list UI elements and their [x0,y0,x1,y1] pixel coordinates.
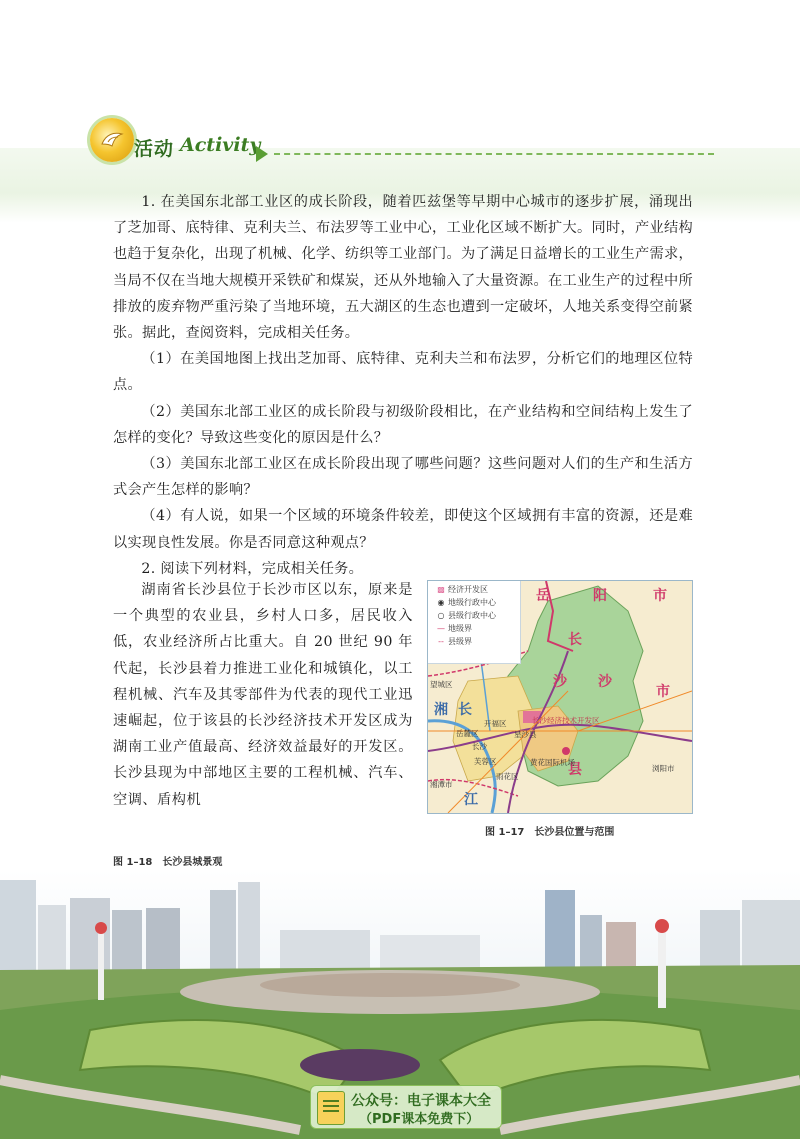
activity-title-zh: 活动 [134,138,175,160]
map-label-sha1: 沙 [553,674,567,690]
legend-row-county-boundary: -- 县级界 [438,637,472,646]
map-label-yuhua: 雨花区 [496,772,519,781]
legend-label: 经济开发区 [448,585,488,594]
legend-label: 县级界 [448,637,472,646]
activity-divider [274,153,714,155]
map-label-chang: 长 [568,632,582,648]
question-4: （4）有人说，如果一个区域的环境条件较差，即使这个区域拥有丰富的资源，还是难以实现良性发展。你是否同意这种观点？ [113,508,693,551]
activity-title-en: Activity [180,134,261,156]
legend-label: 地级行政中心 [448,598,496,607]
legend-label: 县级行政中心 [448,611,496,620]
map-label-xingsha: 星沙县 [514,730,537,739]
paragraph-task-1 [113,189,693,582]
watermark-line-1: 公众号：电子课本大全 [351,1093,491,1109]
paragraph-3: 湖南省长沙县位于长沙市区以东，原来是一个典型的农业县，乡村人口多，居民收入低，农业经济所占比重大。自 20 世纪 90 年代起，长沙县着力推进工业化和城镇化，以工程机械、汽车及其零部件为代表的现代工业迅速崛起，位于该县的长沙经济技术开发区成为湖南工业产值最高、经济效益最好的开发区。长沙县现为中部地区主要的工程机械、汽车、空调、盾构机 [113,582,413,808]
activity-header [90,118,720,166]
question-2: （2）美国东北部工业区的成长阶段与初级阶段相比，在产业结构和空间结构上发生了怎样的变化？导致这些变化的原因是什么？ [113,403,693,446]
legend-row-prefecture: ◉ 地级行政中心 [437,598,496,607]
dove-icon [96,124,128,156]
map-label-kaifu: 开福区 [484,719,507,728]
book-icon [317,1091,345,1125]
map-label-xian: 县 [568,762,582,778]
map-label-yuelu: 岳麓区 [456,729,479,738]
map-label-devzone: 长沙经济技术开发区 [532,716,600,725]
activity-title [134,132,334,162]
map-legend [428,581,521,664]
changsha-county-map [427,580,693,814]
legend-row-devzone: ▩ 经济开发区 [437,585,488,594]
legend-row-pref-boundary: — 地级界 [437,624,472,633]
map-label-xiang: 湘 [434,702,448,718]
map-label-shi-top: 市 [653,588,667,604]
map-label-chang-left: 长 [458,702,472,718]
map-label-liuyang: 浏阳市 [652,764,675,773]
watermark-badge [310,1085,502,1129]
map-label-changsha-city: 长沙 [472,742,487,751]
legend-label: 地级界 [448,624,472,633]
activity-badge-icon [90,118,134,162]
map-label-jiang: 江 [464,792,478,808]
map-label-sha2: 沙 [598,674,612,690]
watermark-line-2: （PDF课本免费下） [359,1112,480,1127]
activity-arrow-icon [256,146,268,162]
map-label-wangcheng: 望城区 [430,680,453,689]
figure-1-17-caption: 图 1–17 长沙县位置与范围 [485,827,615,838]
map-label-xiangtan: 湘潭市 [430,780,453,789]
map-label-furong: 芙蓉区 [474,757,497,766]
figure-1-18-caption: 图 1–18 长沙县城景观 [113,857,223,868]
paragraph-1: 1. 在美国东北部工业区的成长阶段，随着匹兹堡等早期中心城市的逐步扩展，涌现出了芝加哥、底特律、克利夫兰、布法罗等工业中心，工业化区域不断扩大。同时，产业结构也趋于复杂化，出现了机械、化学、纺织等工业部门。为了满足日益增长的工业生产需求，当局不仅在当地大规模开采铁矿和煤炭，还从外地输入了大量资源。在工业生产的过程中所排放的废弃物严重污染了当地环境，五大湖区的生态也遭到一定破坏，人地关系变得空前紧张。据此，查阅资料，完成相关任务。 [113,194,693,342]
question-1: （1）在美国地图上找出芝加哥、底特律、克利夫兰和布法罗，分析它们的地理区位特点。 [113,351,693,394]
map-label-yue: 岳 [536,588,550,604]
map-label-yang: 阳 [593,588,607,604]
map-label-shi-right: 市 [656,684,670,700]
paragraph-2: 2. 阅读下列材料，完成相关任务。 [141,560,364,577]
question-3: （3）美国东北部工业区在成长阶段出现了哪些问题？这些问题对人们的生产和生活方式会产生怎样的影响？ [113,456,693,499]
legend-row-county: ○ 县级行政中心 [437,611,496,620]
paragraph-changsha [113,577,413,813]
map-label-airport: 黄花国际机场 [530,758,575,767]
